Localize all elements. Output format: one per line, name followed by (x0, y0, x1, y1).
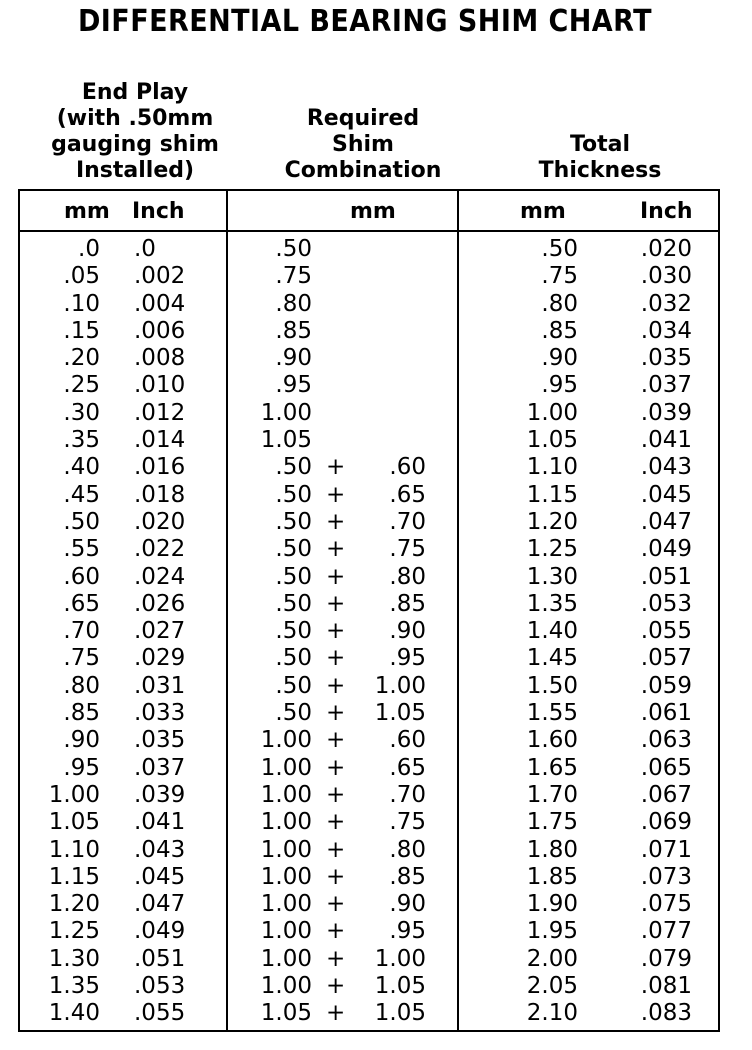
cell-end-inch: .039 (134, 781, 186, 808)
table-row (20, 946, 718, 973)
cell-total-inch: .045 (640, 481, 692, 508)
table-row (20, 973, 718, 1000)
cell-total-mm: 1.95 (526, 918, 578, 945)
cell-end-inch: .041 (134, 809, 186, 836)
table-row (20, 755, 718, 782)
col-header-end-mm: mm (64, 199, 110, 224)
table-row (20, 1000, 718, 1027)
header-rule (20, 230, 718, 232)
cell-total-inch: .061 (640, 700, 692, 727)
cell-end-mm: 1.25 (48, 918, 100, 945)
cell-end-inch: .031 (134, 672, 186, 699)
cell-shim-a: .50 (275, 563, 312, 590)
cell-shim-plus: + (326, 727, 346, 754)
cell-shim-plus: + (326, 836, 346, 863)
cell-total-inch: .037 (640, 372, 692, 399)
cell-total-mm: 1.85 (526, 863, 578, 890)
cell-end-mm: .60 (63, 563, 100, 590)
cell-shim-b: .60 (389, 454, 426, 481)
cell-total-mm: 1.75 (526, 809, 578, 836)
table-row (20, 837, 718, 864)
table-row (20, 564, 718, 591)
table-row (20, 536, 718, 563)
cell-end-inch: .047 (134, 891, 186, 918)
cell-shim-a: 1.00 (260, 836, 312, 863)
cell-shim-a: .80 (275, 290, 312, 317)
cell-end-mm: .05 (63, 263, 100, 290)
cell-end-inch: .033 (134, 700, 186, 727)
cell-shim-a: .50 (275, 590, 312, 617)
cell-total-inch: .030 (640, 263, 692, 290)
cell-shim-b: .60 (389, 727, 426, 754)
cell-total-mm: 1.15 (526, 481, 578, 508)
cell-shim-b: .95 (389, 918, 426, 945)
cell-end-inch: .0 (134, 236, 156, 262)
cell-shim-b: 1.00 (374, 945, 426, 972)
cell-total-mm: .90 (541, 345, 578, 372)
cell-end-mm: .95 (63, 754, 100, 781)
table-body (20, 236, 718, 1028)
cell-end-inch: .049 (134, 918, 186, 945)
cell-total-inch: .039 (640, 399, 692, 426)
cell-shim-plus: + (326, 973, 346, 1000)
cell-shim-a: 1.05 (260, 1000, 312, 1027)
cell-shim-plus: + (326, 809, 346, 836)
cell-shim-a: 1.00 (260, 727, 312, 754)
table-row (20, 400, 718, 427)
cell-end-inch: .043 (134, 836, 186, 863)
cell-end-mm: .80 (63, 672, 100, 699)
cell-end-mm: 1.00 (48, 781, 100, 808)
cell-total-mm: 2.00 (526, 945, 578, 972)
required-shim-header: Required Shim Combination (284, 106, 442, 183)
cell-end-mm: 1.20 (48, 891, 100, 918)
cell-end-mm: .30 (63, 399, 100, 426)
cell-end-mm: .55 (63, 536, 100, 563)
cell-shim-a: 1.00 (260, 781, 312, 808)
cell-shim-plus: + (326, 645, 346, 672)
cell-shim-plus: + (326, 863, 346, 890)
total-thickness-header: Total Thickness (538, 132, 662, 183)
cell-end-mm: 1.05 (48, 809, 100, 836)
cell-total-inch: .083 (640, 1000, 692, 1027)
cell-shim-a: .50 (275, 454, 312, 481)
cell-end-inch: .026 (134, 590, 186, 617)
cell-total-inch: .035 (640, 345, 692, 372)
cell-end-inch: .008 (134, 345, 186, 372)
table-row (20, 864, 718, 891)
cell-end-inch: .006 (134, 317, 186, 344)
cell-total-mm: 2.05 (526, 973, 578, 1000)
cell-total-mm: 1.70 (526, 781, 578, 808)
cell-shim-plus: + (326, 590, 346, 617)
cell-shim-a: 1.00 (260, 891, 312, 918)
cell-end-mm: .85 (63, 700, 100, 727)
cell-shim-plus: + (326, 754, 346, 781)
cell-shim-a: .50 (275, 508, 312, 535)
cell-shim-plus: + (326, 454, 346, 481)
table-row (20, 700, 718, 727)
cell-total-mm: 1.20 (526, 508, 578, 535)
cell-shim-a: .50 (275, 700, 312, 727)
table-row (20, 236, 718, 263)
cell-shim-b: .95 (389, 645, 426, 672)
table-row (20, 318, 718, 345)
cell-end-mm: .20 (63, 345, 100, 372)
cell-end-mm: .25 (63, 372, 100, 399)
cell-total-mm: 1.10 (526, 454, 578, 481)
cell-total-inch: .063 (640, 727, 692, 754)
cell-total-mm: 1.65 (526, 754, 578, 781)
col-header-total-inch: Inch (640, 199, 693, 224)
cell-shim-b: .70 (389, 508, 426, 535)
cell-shim-a: .50 (275, 236, 312, 262)
cell-total-mm: .85 (541, 317, 578, 344)
cell-end-inch: .020 (134, 508, 186, 535)
cell-end-inch: .053 (134, 973, 186, 1000)
cell-end-inch: .004 (134, 290, 186, 317)
cell-shim-plus: + (326, 1000, 346, 1027)
cell-end-mm: .65 (63, 590, 100, 617)
cell-shim-a: .50 (275, 536, 312, 563)
cell-total-mm: 1.45 (526, 645, 578, 672)
cell-shim-plus: + (326, 536, 346, 563)
cell-total-mm: 2.10 (526, 1000, 578, 1027)
page-title: DIFFERENTIAL BEARING SHIM CHART (77, 4, 653, 39)
cell-total-inch: .081 (640, 973, 692, 1000)
cell-total-mm: 1.60 (526, 727, 578, 754)
cell-shim-b: .80 (389, 563, 426, 590)
cell-end-mm: .40 (63, 454, 100, 481)
cell-end-mm: 1.15 (48, 863, 100, 890)
cell-total-inch: .049 (640, 536, 692, 563)
cell-shim-b: 1.05 (374, 1000, 426, 1027)
cell-end-inch: .027 (134, 618, 186, 645)
cell-total-inch: .043 (640, 454, 692, 481)
cell-end-inch: .024 (134, 563, 186, 590)
cell-end-mm: .70 (63, 618, 100, 645)
table-row (20, 918, 718, 945)
cell-shim-b: 1.00 (374, 672, 426, 699)
cell-total-mm: 1.05 (526, 427, 578, 454)
col-header-end-inch: Inch (132, 199, 185, 224)
table-row (20, 782, 718, 809)
cell-total-inch: .041 (640, 427, 692, 454)
table-row (20, 591, 718, 618)
cell-total-inch: .055 (640, 618, 692, 645)
cell-total-inch: .032 (640, 290, 692, 317)
cell-total-inch: .077 (640, 918, 692, 945)
cell-end-inch: .045 (134, 863, 186, 890)
cell-total-inch: .073 (640, 863, 692, 890)
col-header-total-mm: mm (520, 199, 566, 224)
cell-shim-a: 1.00 (260, 399, 312, 426)
table-row (20, 809, 718, 836)
table-row (20, 291, 718, 318)
cell-total-inch: .020 (640, 236, 692, 262)
table-row (20, 645, 718, 672)
cell-end-inch: .055 (134, 1000, 186, 1027)
cell-end-inch: .037 (134, 754, 186, 781)
cell-shim-a: .85 (275, 317, 312, 344)
cell-shim-a: 1.00 (260, 809, 312, 836)
table-row (20, 673, 718, 700)
cell-end-mm: .10 (63, 290, 100, 317)
cell-shim-b: .90 (389, 618, 426, 645)
cell-shim-a: .50 (275, 481, 312, 508)
cell-total-inch: .059 (640, 672, 692, 699)
cell-shim-a: 1.00 (260, 945, 312, 972)
cell-total-inch: .057 (640, 645, 692, 672)
table-row (20, 345, 718, 372)
cell-total-inch: .079 (640, 945, 692, 972)
cell-shim-a: 1.00 (260, 918, 312, 945)
cell-end-mm: .35 (63, 427, 100, 454)
cell-total-inch: .069 (640, 809, 692, 836)
table-row (20, 891, 718, 918)
cell-shim-a: .50 (275, 618, 312, 645)
table-row (20, 454, 718, 481)
cell-shim-b: 1.05 (374, 700, 426, 727)
cell-end-mm: 1.30 (48, 945, 100, 972)
cell-shim-plus: + (326, 618, 346, 645)
cell-shim-plus: + (326, 891, 346, 918)
cell-shim-a: 1.00 (260, 973, 312, 1000)
cell-total-inch: .071 (640, 836, 692, 863)
cell-total-inch: .053 (640, 590, 692, 617)
cell-shim-a: .90 (275, 345, 312, 372)
cell-shim-a: .75 (275, 263, 312, 290)
table-row (20, 618, 718, 645)
cell-shim-a: .50 (275, 672, 312, 699)
cell-shim-b: .75 (389, 809, 426, 836)
cell-total-mm: .95 (541, 372, 578, 399)
cell-end-inch: .051 (134, 945, 186, 972)
cell-shim-b: 1.05 (374, 973, 426, 1000)
cell-total-mm: .50 (541, 236, 578, 262)
cell-end-inch: .016 (134, 454, 186, 481)
cell-end-inch: .010 (134, 372, 186, 399)
table-row (20, 427, 718, 454)
cell-total-mm: 1.00 (526, 399, 578, 426)
cell-total-inch: .034 (640, 317, 692, 344)
cell-shim-plus: + (326, 918, 346, 945)
cell-shim-b: .80 (389, 836, 426, 863)
cell-total-mm: 1.50 (526, 672, 578, 699)
cell-end-inch: .035 (134, 727, 186, 754)
cell-shim-b: .85 (389, 590, 426, 617)
cell-shim-a: 1.00 (260, 754, 312, 781)
cell-end-inch: .022 (134, 536, 186, 563)
cell-end-mm: 1.10 (48, 836, 100, 863)
cell-total-inch: .067 (640, 781, 692, 808)
cell-end-mm: 1.40 (48, 1000, 100, 1027)
cell-end-inch: .014 (134, 427, 186, 454)
cell-total-mm: 1.80 (526, 836, 578, 863)
table-row (20, 372, 718, 399)
cell-shim-plus: + (326, 672, 346, 699)
cell-shim-b: .85 (389, 863, 426, 890)
cell-shim-b: .65 (389, 754, 426, 781)
cell-end-inch: .029 (134, 645, 186, 672)
cell-shim-plus: + (326, 481, 346, 508)
cell-total-inch: .065 (640, 754, 692, 781)
cell-shim-plus: + (326, 945, 346, 972)
cell-end-inch: .012 (134, 399, 186, 426)
cell-shim-a: 1.05 (260, 427, 312, 454)
cell-end-mm: 1.35 (48, 973, 100, 1000)
shim-table (18, 189, 720, 1032)
cell-shim-plus: + (326, 781, 346, 808)
cell-end-mm: .0 (78, 236, 100, 262)
cell-shim-plus: + (326, 563, 346, 590)
cell-end-mm: .90 (63, 727, 100, 754)
cell-total-inch: .047 (640, 508, 692, 535)
cell-total-mm: 1.35 (526, 590, 578, 617)
cell-shim-b: .70 (389, 781, 426, 808)
table-row (20, 509, 718, 536)
end-play-header: End Play (with .50mm gauging shim Installed) (51, 80, 219, 183)
cell-end-mm: .15 (63, 317, 100, 344)
col-header-shim-mm: mm (350, 199, 396, 224)
cell-end-mm: .50 (63, 508, 100, 535)
cell-total-mm: 1.30 (526, 563, 578, 590)
cell-shim-b: .75 (389, 536, 426, 563)
cell-shim-a: .95 (275, 372, 312, 399)
cell-total-mm: 1.90 (526, 891, 578, 918)
cell-shim-b: .90 (389, 891, 426, 918)
table-row (20, 482, 718, 509)
cell-total-mm: .80 (541, 290, 578, 317)
cell-shim-a: .50 (275, 645, 312, 672)
cell-total-inch: .075 (640, 891, 692, 918)
cell-total-mm: 1.40 (526, 618, 578, 645)
cell-total-mm: 1.55 (526, 700, 578, 727)
cell-total-inch: .051 (640, 563, 692, 590)
cell-end-inch: .002 (134, 263, 186, 290)
cell-shim-plus: + (326, 508, 346, 535)
table-row (20, 263, 718, 290)
cell-end-inch: .018 (134, 481, 186, 508)
cell-total-mm: .75 (541, 263, 578, 290)
cell-end-mm: .75 (63, 645, 100, 672)
cell-shim-plus: + (326, 700, 346, 727)
cell-shim-a: 1.00 (260, 863, 312, 890)
table-row (20, 727, 718, 754)
cell-end-mm: .45 (63, 481, 100, 508)
cell-total-mm: 1.25 (526, 536, 578, 563)
cell-shim-b: .65 (389, 481, 426, 508)
